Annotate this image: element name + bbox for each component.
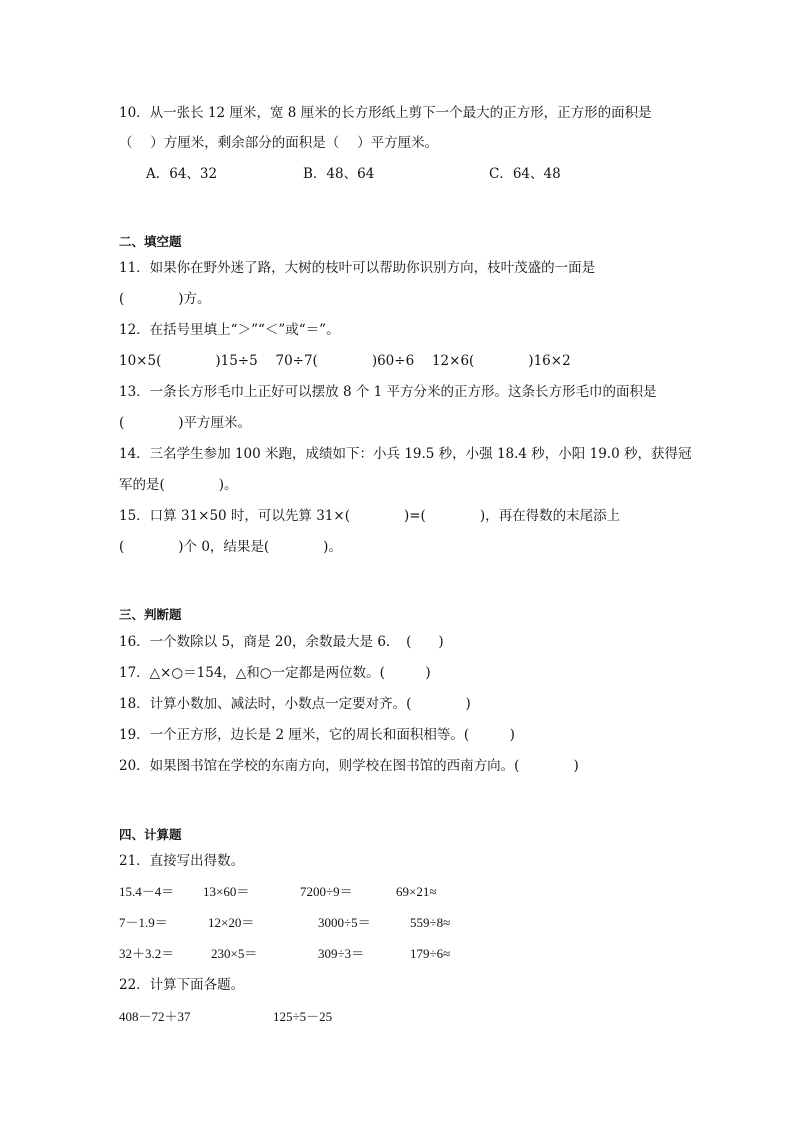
q12-line-2: 10×5( )15÷5 70÷7( )60÷6 12×6( )16×2 xyxy=(119,353,571,369)
q19: 19．一个正方形，边长是 2 厘米，它的周长和面积相等。( ) xyxy=(119,727,515,743)
section-4-title: 四、计算题 xyxy=(119,827,182,842)
q10-option-c: C．64、48 xyxy=(489,166,561,182)
calc-cell: 7－1.9＝ xyxy=(119,915,168,930)
q13-line-2: ( )平方厘米。 xyxy=(119,415,252,431)
calc-cell: 559÷8≈ xyxy=(410,915,451,930)
section-2-title: 二、填空题 xyxy=(119,234,182,249)
q22: 22．计算下面各题。 xyxy=(119,977,245,993)
q15-line-2: ( )个 0，结果是( )。 xyxy=(119,539,342,555)
section-3-title: 三、判断题 xyxy=(119,607,182,622)
q10-option-a: A．64、32 xyxy=(146,166,218,182)
calc-cell: 32＋3.2＝ xyxy=(119,946,175,961)
q15-line-1: 15．口算 31×50 时，可以先算 31×( )=( )，再在得数的末尾添上 xyxy=(119,508,621,524)
q18: 18．计算小数加、减法时，小数点一定要对齐。( ) xyxy=(119,696,471,712)
calc-cell: 15.4－4＝ xyxy=(119,884,175,899)
q12-line-1: 12．在括号里填上“＞”“＜”或“＝”。 xyxy=(119,322,340,338)
calc-cell: 12×20＝ xyxy=(208,915,255,930)
calc-cell: 179÷6≈ xyxy=(410,946,451,961)
calc-cell: 3000÷5＝ xyxy=(318,915,371,930)
q13-line-1: 13．一条长方形毛巾上正好可以摆放 8 个 1 平方分米的正方形。这条长方形毛巾的面积是 xyxy=(119,384,657,400)
calc-cell: 309÷3＝ xyxy=(318,946,365,961)
q10-option-b: B．48、64 xyxy=(303,166,375,182)
q21: 21．直接写出得数。 xyxy=(119,853,245,869)
q11-line-2: ( )方。 xyxy=(119,291,211,307)
q22-expression-b: 125÷5－25 xyxy=(273,1009,333,1024)
q10-line-2: （ ）方厘米，剩余部分的面积是（ ）平方厘米。 xyxy=(119,135,439,151)
q14-line-2: 军的是( )。 xyxy=(119,477,238,493)
q16: 16．一个数除以 5，商是 20，余数最大是 6． ( ) xyxy=(119,634,444,650)
q14-line-1: 14．三名学生参加 100 米跑，成绩如下：小兵 19.5 秒，小强 18.4 秒，小阳 19.0 秒，获得冠 xyxy=(119,446,692,462)
q11-line-1: 11．如果你在野外迷了路，大树的枝叶可以帮助你识别方向，枝叶茂盛的一面是 xyxy=(119,260,596,276)
q10-line-1: 10．从一张长 12 厘米，宽 8 厘米的长方形纸上剪下一个最大的正方形，正方形的面积是 xyxy=(119,105,652,121)
calc-cell: 7200÷9＝ xyxy=(300,884,353,899)
q22-expression-a: 408－72＋37 xyxy=(119,1009,191,1024)
q17: 17．△×○＝154，△和○一定都是两位数。( ) xyxy=(119,665,431,681)
calc-cell: 13×60＝ xyxy=(203,884,250,899)
q20: 20．如果图书馆在学校的东南方向，则学校在图书馆的西南方向。( ) xyxy=(119,758,579,774)
calc-cell: 230×5＝ xyxy=(211,946,258,961)
calc-cell: 69×21≈ xyxy=(396,884,437,899)
